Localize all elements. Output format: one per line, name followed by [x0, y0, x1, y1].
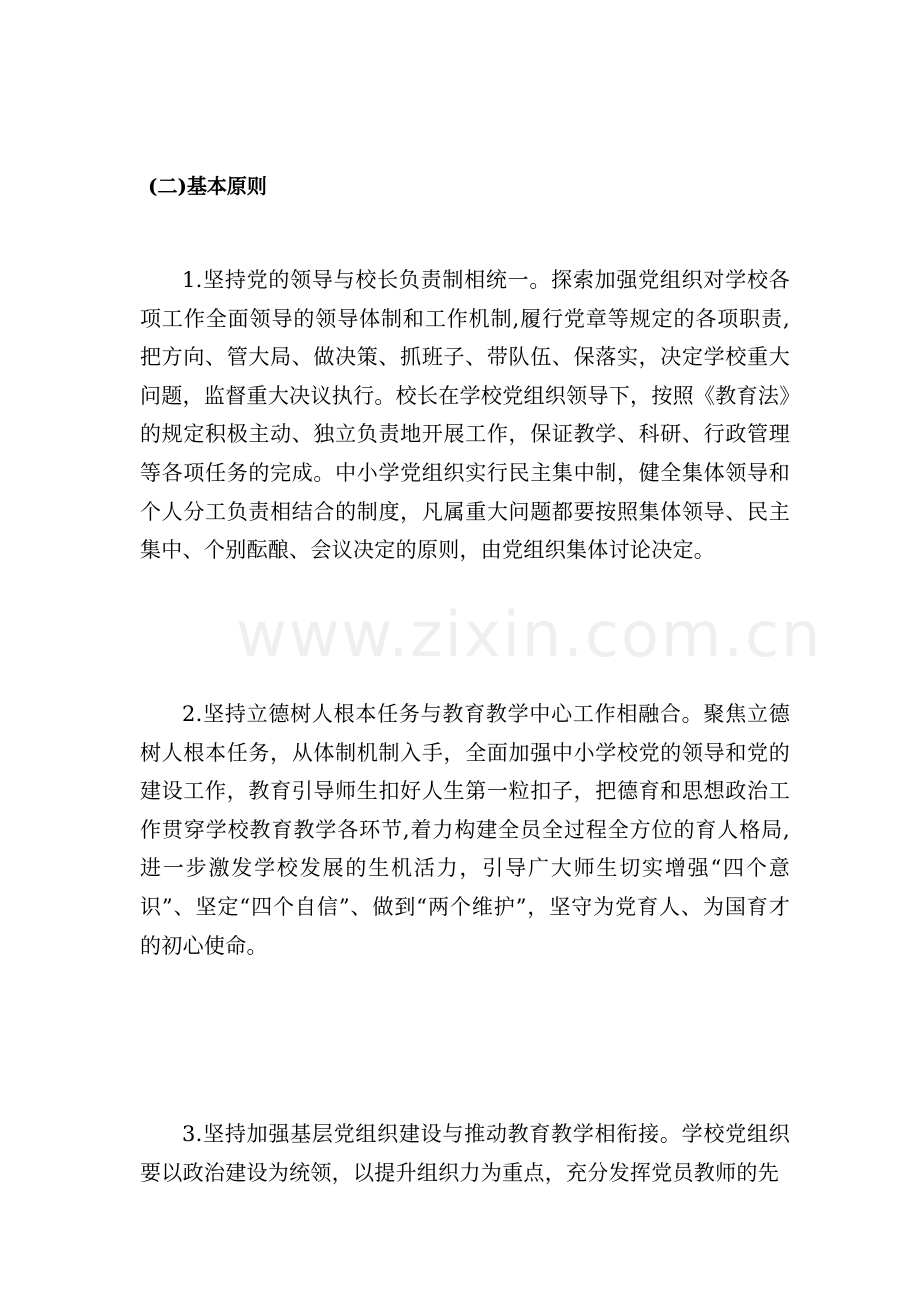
- section-heading: (二)基本原则: [148, 174, 267, 198]
- paragraph-1: 1.坚持党的领导与校长负责制相统一。探索加强党组织对学校各项工作全面领导的领导体制和工作机制,履行党章等规定的各项职责,把方向、管大局、做决策、抓班子、带队伍、保落实，决定学校重大问题，监督重大决议执行。校长在学校党组织领导下，按照《教育法》的规定积极主动、独立负责地开展工作，保证教学、科研、行政管理等各项任务的完成。中小学党组织实行民主集中制，健全集体领导和个人分工负责相结合的制度，凡属重大问题都要按照集体领导、民主集中、个别酝酿、会议决定的原则，由党组织集体讨论决定。: [140, 268, 790, 563]
- paragraph-2: 2.坚持立德树人根本任务与教育教学中心工作相融合。聚焦立德树人根本任务，从体制机制入手，全面加强中小学校党的领导和党的建设工作，教育引导师生扣好人生第一粒扣子，把德育和思想政治工作贯穿学校教育教学各环节,着力构建全员全过程全方位的育人格局,进一步激发学校发展的生机活力，引导广大师生切实增强“四个意识”、坚定“四个自信”、做到“两个维护”，坚守为党育人、为国育才的初心使命。: [140, 702, 790, 958]
- paragraph-3: 3.坚持加强基层党组织建设与推动教育教学相衔接。学校党组织要以政治建设为统领，以提升组织力为重点，充分发挥党员教师的先: [140, 1122, 790, 1185]
- watermark: www.zixin.com.cn: [236, 598, 823, 671]
